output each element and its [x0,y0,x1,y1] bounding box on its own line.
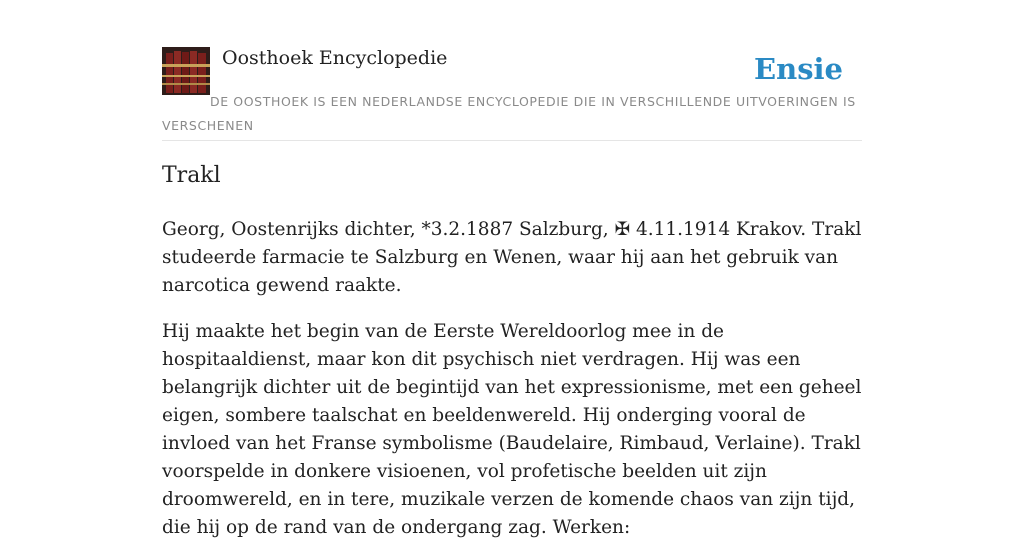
article-paragraph: Georg, Oostenrijks dichter, *3.2.1887 Salzburg, ✠ 4.11.1914 Krakov. Trakl studeerde farmacie te Salzburg en Wenen, waar hij aan het gebruik van narcotica gewend raakte. [162,219,862,296]
article-paragraph: Hij maakte het begin van de Eerste Wereldoorlog mee in de hospitaaldienst, maar kon dit psychisch niet verdragen. Hij was een belangrijk dichter uit de begintijd van het expressionisme, met een geheel eigen, sombere taalschat en beeldenwereld. Hij onderging vooral de invloed van het Franse symbolisme (Baudelaire, Rimbaud, Verlaine). Trakl voorspelde in donkere visioenen, vol profetische beelden uit zijn droomwereld, en in tere, muzikale verzen de komende chaos van zijn tijd, die hij op de rand van de ondergang zag. Werken: [162,321,862,538]
site-name[interactable]: Oosthoek Encyclopedie [222,47,448,69]
encyclopedia-books-icon[interactable] [162,47,210,95]
article-title: Trakl [162,163,221,188]
site-header [162,46,862,141]
article-body [162,216,862,560]
site-tagline: DE OOSTHOEK IS EEN NEDERLANDSE ENCYCLOPEDIE DIE IN VERSCHILLENDE UITVOERINGEN IS VERSCHENEN [162,94,856,133]
brand-logo[interactable]: Ensie [754,52,843,86]
